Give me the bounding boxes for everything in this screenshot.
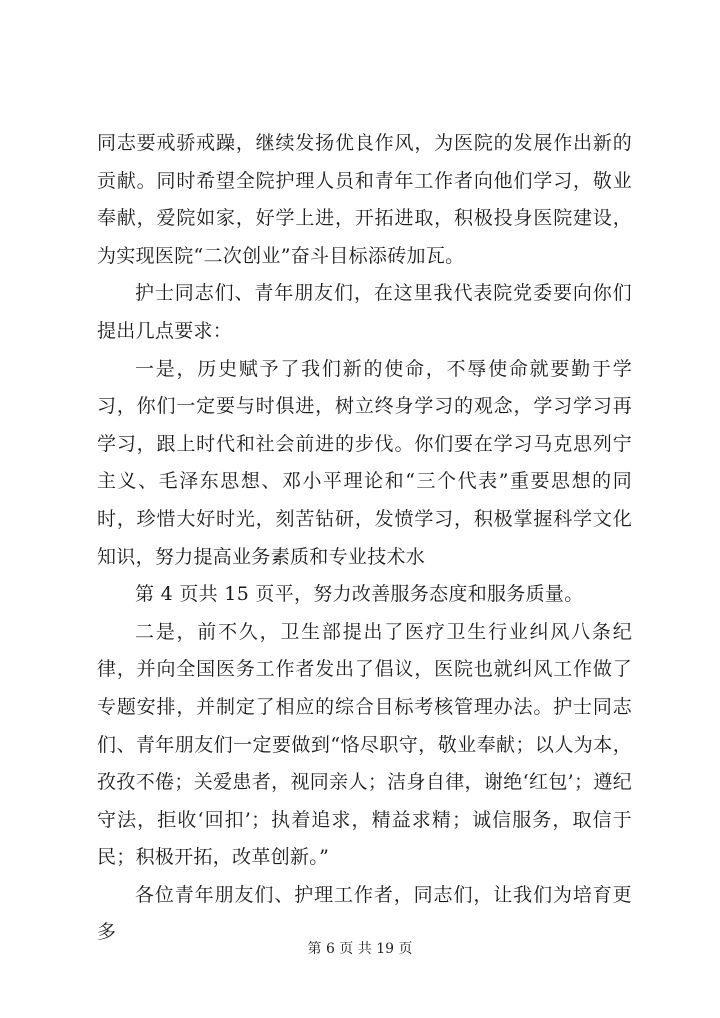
paragraph-3: 一是，历史赋予了我们新的使命，不辱使命就要勤于学习，你们一定要与时俱进，树立终身学习的观念，学习学习再学习，跟上时代和社会前进的步伐。你们要在学习马克思列宁主义、毛泽东思想、邓小平理论和“三个代表”重要思想的同时，珍惜大好时光，刻苦钻研，发愤学习，积极掌握科学文化知识，努力提高业务素质和专业技术水: [97, 357, 632, 568]
page-footer: 第 6 页 共 19 页: [307, 941, 413, 957]
paragraph-5: 二是，前不久，卫生部提出了医疗卫生行业纠风八条纪律，并向全国医务工作者发出了倡议，医院也就纠风工作做了专题安排，并制定了相应的综合目标考核管理办法。护士同志们、青年朋友们一定要做到“恪尽职守，敬业奉献；以人为本，孜孜不倦；关爱患者，视同亲人；洁身自律，谢绝‘红包’；遵纪守法，拒收‘回扣’；执着追求，精益求精；诚信服务，取信于民；积极开拓，改革创新。”: [97, 620, 632, 869]
document-body: [97, 125, 632, 952]
paragraph-1: 同志要戒骄戒躁，继续发扬优良作风，为医院的发展作出新的贡献。同时希望全院护理人员和青年工作者向他们学习，敬业奉献，爱院如家，好学上进，开拓进取，积极投身医院建设，为实现医院“二次创业”奋斗目标添砖加瓦。: [97, 132, 632, 267]
paragraph-4: 第 4 页共 15 页平，努力改善服务态度和服务质量。: [135, 583, 584, 606]
paragraph-2: 护士同志们、青年朋友们，在这里我代表院党委要向你们提出几点要求：: [97, 282, 632, 342]
paragraph-6: 各位青年朋友们、护理工作者，同志们，让我们为培育更多: [97, 883, 632, 944]
